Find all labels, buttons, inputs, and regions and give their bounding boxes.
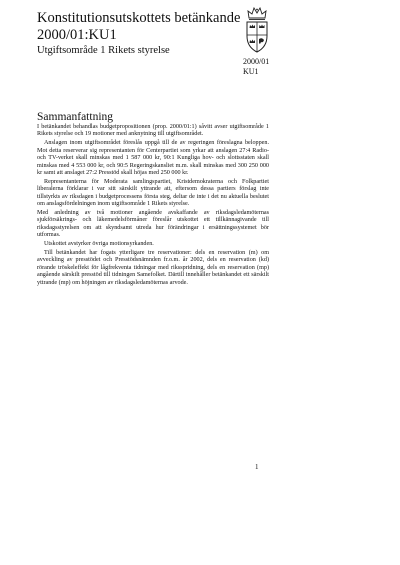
report-subtitle: Utgiftsområde 1 Rikets styrelse (37, 45, 170, 56)
summary-paragraph: Med anledning av två motioner angående avskaffande av riksdagsledamöternas sjukförsäkrings- och läkemedelsförmåner föreslår utskottet ett tillkännagivande till riksdagsstyrelsen om att skyndsamt utreda hur förändringar i ersättningssystemet bör utformas. (37, 209, 269, 239)
report-title: Konstitutionsutskottets betänkande (37, 10, 241, 26)
crest-code-session: 2000/01 (243, 57, 270, 66)
summary-paragraph: Utskottet avstyrker övriga motionsyrkanden. (44, 241, 154, 248)
summary-paragraph: Representanterna för Moderata samlingspartiet, Kristdemokraterna och Folkpartiet liberalerna förklarar i var sitt särskilt yttrande att, eftersom dessa partiers förslag inte tillstyrkts av riksdagen i budgetprocessens första steg, deltar de inte i det nu aktuella beslutet om anslagsfördelningen inom utgiftsområde 1 Rikets styrelse. (37, 178, 269, 208)
crest-document-code (243, 57, 269, 76)
report-designation: 2000/01:KU1 (37, 27, 117, 43)
summary-body (37, 124, 269, 289)
summary-heading: Sammanfattning (37, 111, 114, 123)
swedish-riksdag-crest-icon (244, 7, 270, 57)
crest-code-report: KU1 (243, 66, 259, 76)
summary-paragraph: Anslagen inom utgiftsområdet föreslås uppgå till de av regeringen föreslagna beloppen. Mot detta reserverar sig representanten för Centerpartiet som yrkar att anslagen 27:4 Radio- och TV-verket skall minskas med 1 587 000 kr, 90:1 Kungliga hov- och slottsstaten skall minskas med 4 553 000 kr, och 90:5 Regeringskansliet m.m. skall minskas med 300 250 000 kr samt att anslaget 27:2 Presstöd skall höjas med 250 000 kr. (37, 140, 269, 176)
summary-paragraph: I betänkandet behandlas budgetpropositionen (prop. 2000/01:1) såvitt avser utgiftsområde 1 Rikets styrelse och 19 motioner med anknytning till utgiftsområdet. (37, 124, 269, 138)
summary-paragraph: Till betänkandet har fogats ytterligare tre reservationer: dels en reservation (m) om avveckling av presstödet och Presstödsnämnden fr.o.m. år 2002, dels en reservation (kd) rörande tröskeleffekt för lågfrekventa tidningar med riksspridning, dels en reservation (mp) angående särskilt presstöd till tidningen Samefolket. Därtill innehåller betänkandet ett särskilt yttrande (mp) om höjningen av riksdagsledamöternas arvode. (37, 250, 269, 286)
page-number: 1 (255, 463, 259, 471)
